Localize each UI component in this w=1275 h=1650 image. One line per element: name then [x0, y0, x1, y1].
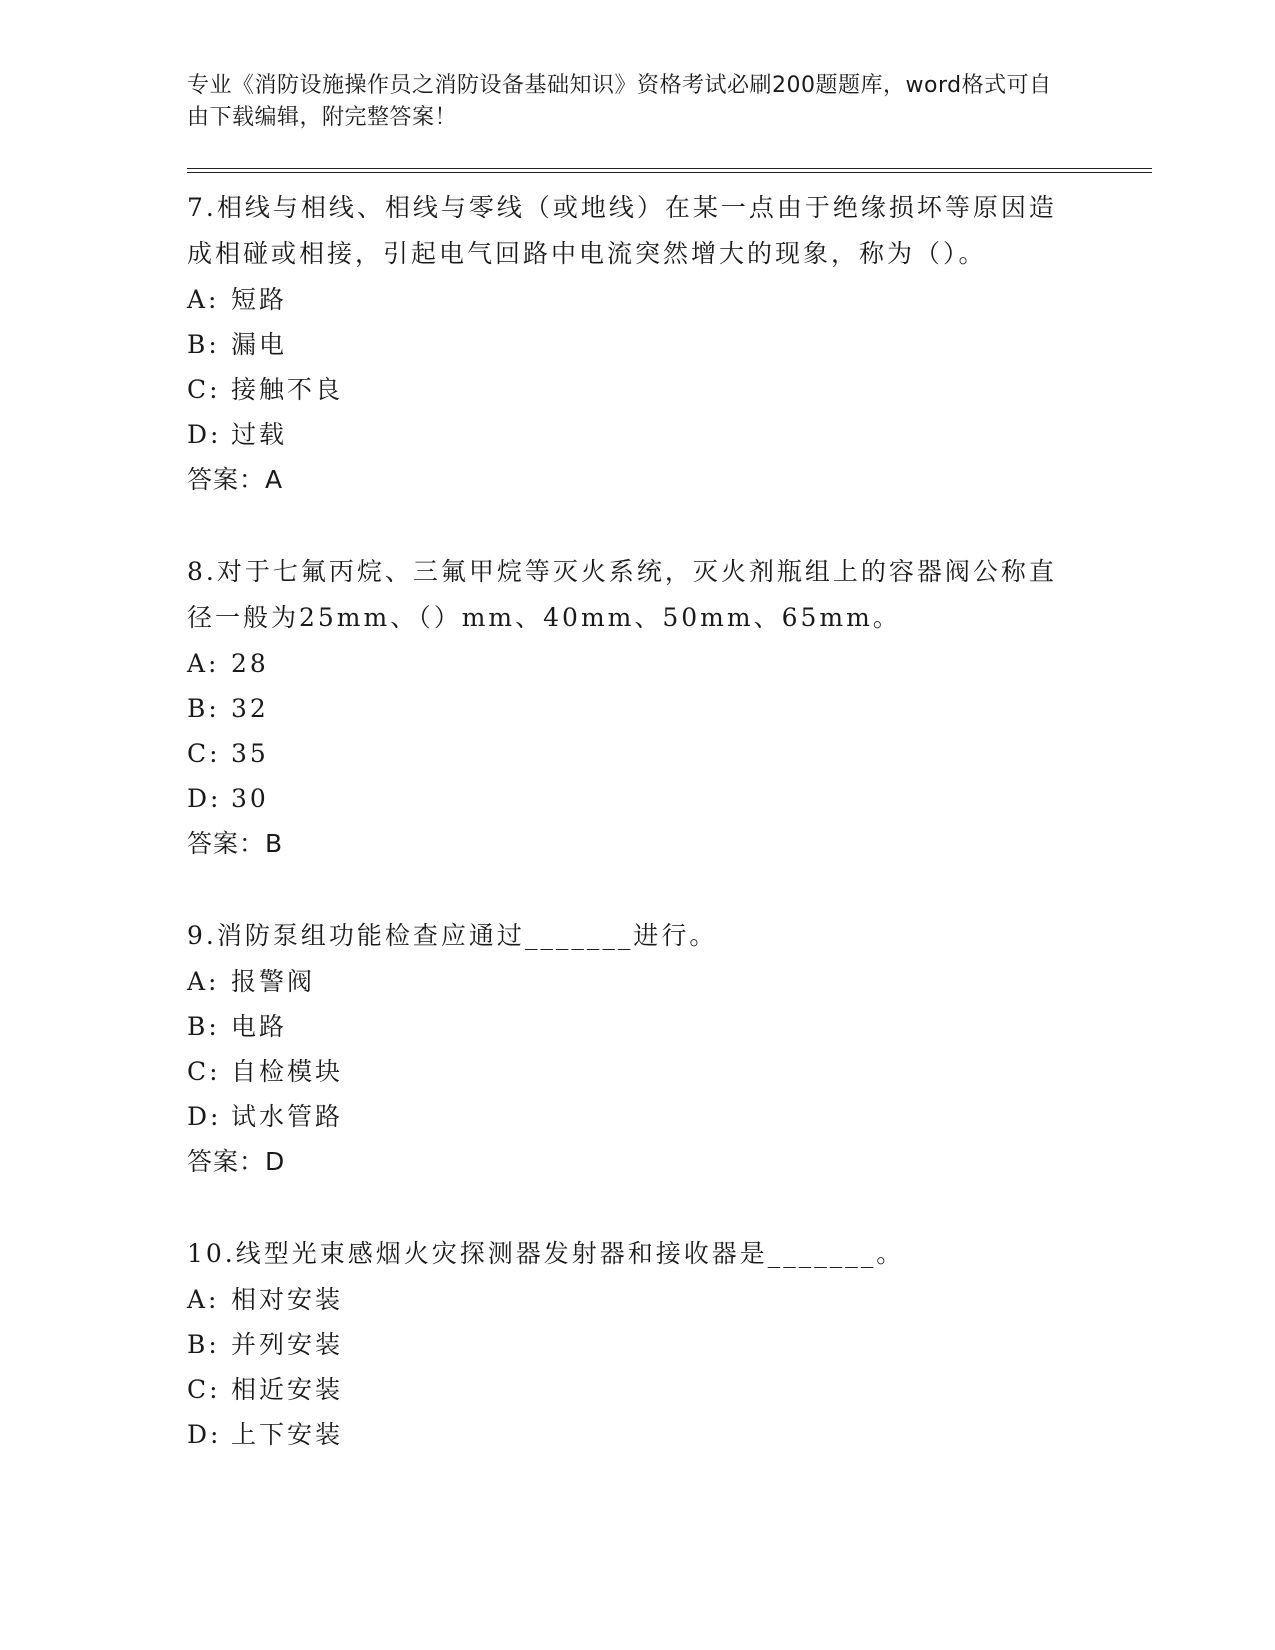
option-c: [187, 731, 1152, 776]
option-d: [187, 1412, 1152, 1457]
option-letter: B:: [187, 1012, 220, 1041]
option-text: 28: [231, 649, 269, 678]
question-stem: 7.相线与相线、相线与零线（或地线）在某一点由于绝缘损坏等原因造成相碰或相接，引起电气回路中电流突然增大的现象，称为（）。: [187, 193, 1057, 268]
question-stem: 10.线型光束感烟火灾探测器发射器和接收器是_______。: [187, 1239, 905, 1268]
answer-line: [187, 821, 1152, 867]
option-a: [187, 277, 1152, 322]
option-letter: C:: [187, 1375, 221, 1404]
option-text: 上下安装: [231, 1420, 344, 1449]
option-d: [187, 412, 1152, 457]
option-text: 32: [231, 694, 269, 723]
option-text: 报警阀: [231, 967, 316, 996]
option-letter: A:: [187, 285, 220, 314]
option-letter: B:: [187, 1330, 220, 1359]
question-list: [187, 185, 1152, 1457]
option-b: [187, 686, 1152, 731]
option-text: 相对安装: [231, 1285, 344, 1314]
option-letter: A:: [187, 967, 220, 996]
option-text: 过载: [231, 420, 288, 449]
option-text: 30: [231, 784, 269, 813]
option-text: 35: [231, 739, 269, 768]
option-d: [187, 1094, 1152, 1139]
option-c: [187, 367, 1152, 412]
option-letter: C:: [187, 739, 221, 768]
question-8: [187, 549, 1152, 867]
option-a: [187, 641, 1152, 686]
answer-value: D: [265, 1147, 286, 1176]
document-header: 专业《消防设施操作员之消防设备基础知识》资格考试必刷200题题库，word格式可自由下载编辑，附完整答案！: [187, 73, 1052, 130]
option-letter: D:: [187, 420, 222, 449]
answer-label: 答案：: [187, 465, 266, 494]
header-divider: [187, 168, 1152, 173]
option-letter: B:: [187, 694, 220, 723]
option-b: [187, 1322, 1152, 1367]
option-letter: D:: [187, 1102, 222, 1131]
answer-line: [187, 1139, 1152, 1185]
option-d: [187, 776, 1152, 821]
option-text: 短路: [231, 285, 288, 314]
question-stem: 9.消防泵组功能检查应通过_______进行。: [187, 921, 718, 950]
option-letter: C:: [187, 375, 221, 404]
option-letter: A:: [187, 649, 220, 678]
option-c: [187, 1049, 1152, 1094]
option-text: 漏电: [231, 330, 288, 359]
option-letter: A:: [187, 1285, 220, 1314]
answer-line: [187, 457, 1152, 503]
answer-label: 答案：: [187, 829, 266, 858]
document-page: [187, 70, 1152, 1503]
option-letter: B:: [187, 330, 220, 359]
option-text: 电路: [231, 1012, 288, 1041]
answer-label: 答案：: [187, 1147, 266, 1176]
question-stem: 8.对于七氟丙烷、三氟甲烷等灭火系统，灭火剂瓶组上的容器阀公称直径一般为25mm、（）mm、40mm、50mm、65mm。: [187, 557, 1057, 632]
question-9: [187, 913, 1152, 1185]
option-b: [187, 322, 1152, 367]
option-text: 试水管路: [231, 1102, 344, 1131]
option-text: 相近安装: [231, 1375, 344, 1404]
option-text: 并列安装: [231, 1330, 344, 1359]
answer-value: A: [265, 465, 284, 494]
option-c: [187, 1367, 1152, 1412]
option-letter: C:: [187, 1057, 221, 1086]
answer-value: B: [265, 829, 284, 858]
question-7: [187, 185, 1152, 503]
option-a: [187, 1277, 1152, 1322]
option-letter: D:: [187, 1420, 222, 1449]
option-text: 接触不良: [231, 375, 344, 404]
option-a: [187, 959, 1152, 1004]
option-b: [187, 1004, 1152, 1049]
option-text: 自检模块: [231, 1057, 344, 1086]
question-10: [187, 1231, 1152, 1457]
option-letter: D:: [187, 784, 222, 813]
